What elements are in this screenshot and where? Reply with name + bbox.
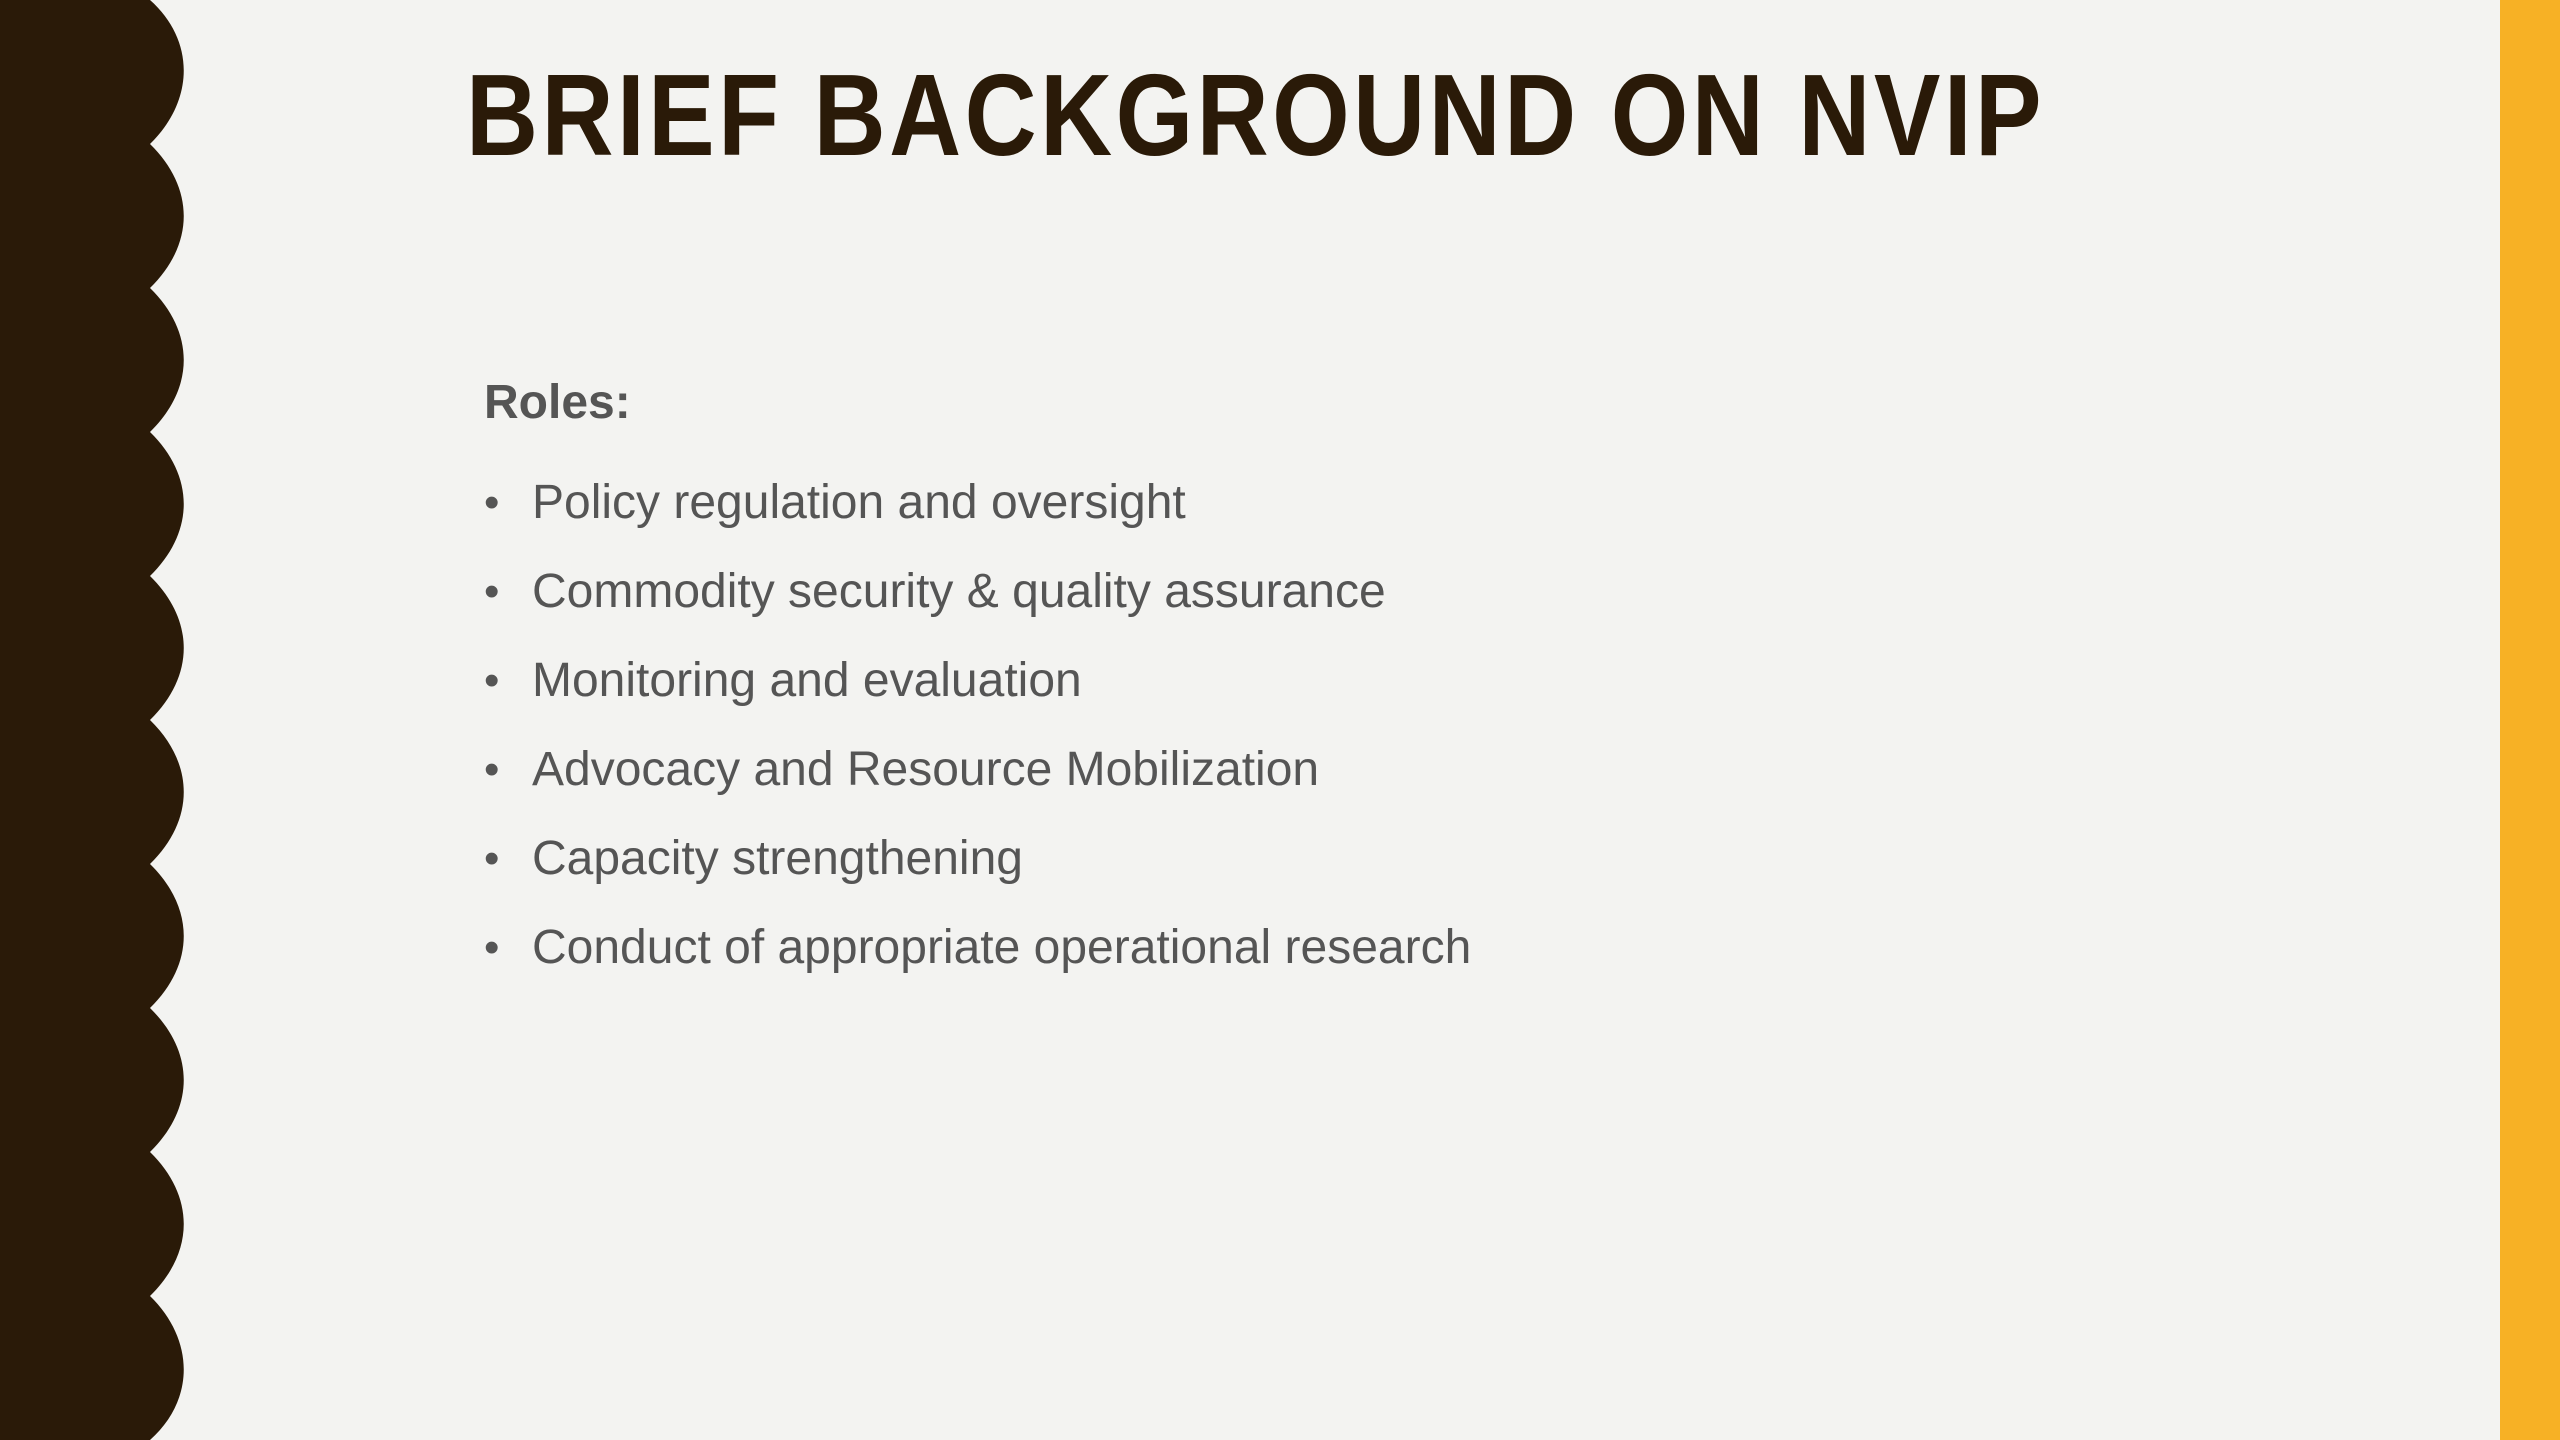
list-item-text: Capacity strengthening <box>532 832 1023 885</box>
slide-content <box>484 368 2184 992</box>
list-item-text: Policy regulation and oversight <box>532 476 1186 529</box>
list-item <box>484 547 2184 636</box>
list-item-text: Conduct of appropriate operational research <box>532 921 1472 974</box>
list-item-text: Monitoring and evaluation <box>532 654 1082 707</box>
bullet-icon: • <box>484 745 500 794</box>
bullet-icon: • <box>484 834 500 883</box>
bullet-icon: • <box>484 923 500 972</box>
roles-list <box>484 458 2184 992</box>
list-item <box>484 458 2184 547</box>
list-item-text: Commodity security & quality assurance <box>532 565 1386 618</box>
left-wave-shape <box>0 0 184 1440</box>
roles-heading: Roles: <box>484 376 631 429</box>
list-item <box>484 636 2184 725</box>
bullet-icon: • <box>484 656 500 705</box>
list-item-text: Advocacy and Resource Mobilization <box>532 743 1320 796</box>
list-item <box>484 725 2184 814</box>
bullet-icon: • <box>484 478 500 527</box>
slide-title: BRIEF BACKGROUND ON NVIP <box>466 50 2046 180</box>
right-accent-bar <box>2500 0 2560 1440</box>
left-wave-decoration <box>0 0 200 1440</box>
list-item <box>484 814 2184 903</box>
bullet-icon: • <box>484 567 500 616</box>
list-item <box>484 903 2184 992</box>
